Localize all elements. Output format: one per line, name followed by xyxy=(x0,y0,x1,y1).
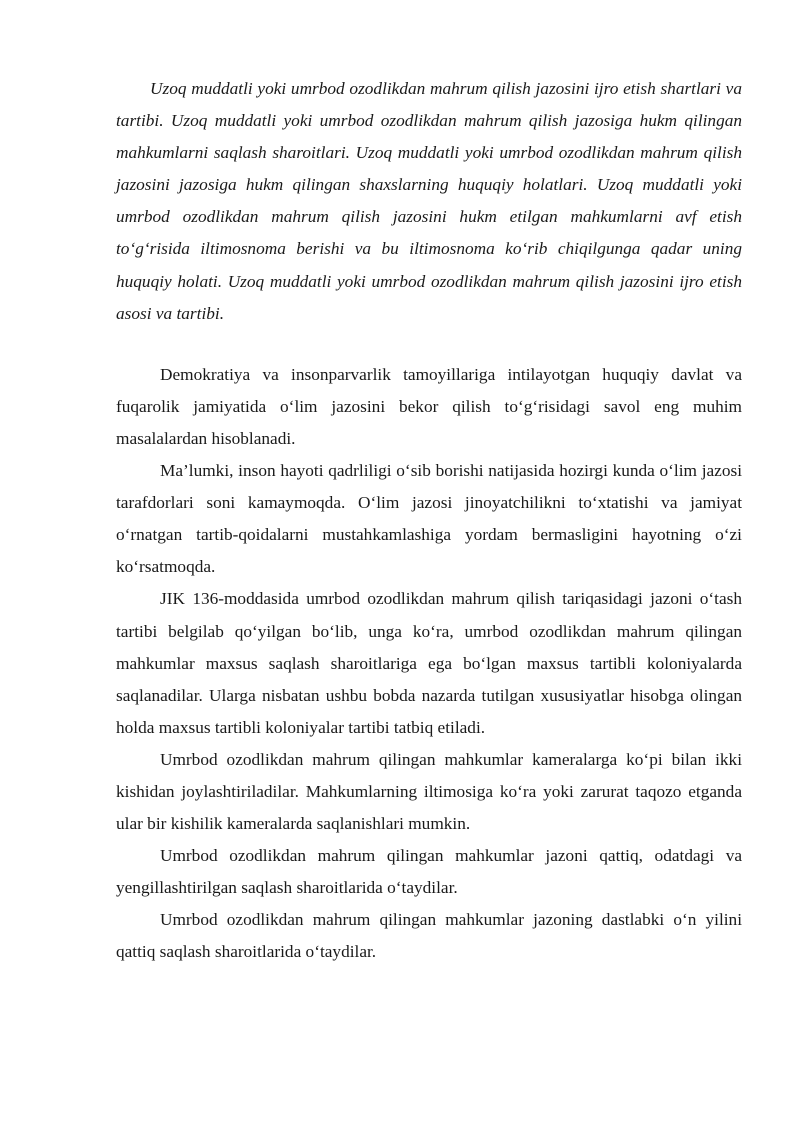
topic-summary: Uzoq muddatli yoki umrbod ozodlikdan mahrum qilish jazosini ijro etish shartlari va tartibi. Uzoq muddatli yoki umrbod ozodlikdan mahrum qilish jazosiga hukm qilingan mahkumlarni saqlash sharoitlari. Uzoq muddatli yoki umrbod ozodlikdan mahrum qilish jazosini jazosiga hukm qilingan shaxslarning huquqiy holatlari. Uzoq muddatli yoki umrbod ozodlikdan mahrum qilish jazosini hukm etilgan mahkumlarni avf etish to‘g‘risida iltimosnoma berishi va bu iltimosnoma ko‘rib chiqilgunga qadar uning huquqiy holati. Uzoq muddatli yoki umrbod ozodlikdan mahrum qilish jazosini ijro etish asosi va tartibi. xyxy=(116,79,742,323)
document-body xyxy=(116,73,742,969)
paragraph: Demokratiya va insonparvarlik tamoyillariga intilayotgan huquqiy davlat va fuqarolik jamiyatida o‘lim jazosini bekor qilish to‘g‘risidagi savol eng muhim masalalardan hisoblanadi. xyxy=(116,364,742,448)
paragraph: Umrbod ozodlikdan mahrum qilingan mahkumlar jazoni qattiq, odatdagi va yengillashtirilgan saqlash sharoitlarida o‘taydilar. xyxy=(116,846,742,898)
paragraph: Umrbod ozodlikdan mahrum qilingan mahkumlar kameralarga ko‘pi bilan ikki kishidan joylashtiriladilar. Mahkumlarning iltimosiga ko‘ra yoki zarurat taqozo etganda ular bir kishilik kameralarda saqlanishlari mumkin. xyxy=(116,749,742,834)
paragraph: Ma’lumki, inson hayoti qadrliligi o‘sib borishi natijasida hozirgi kunda o‘lim jazosi tarafdorlari soni kamaymoqda. O‘lim jazosi jinoyatchilikni to‘xtatishi va jamiyat o‘rnatgan tartib-qoidalarni mustahkamlashiga yordam bermasligini hayotning o‘zi ko‘rsatmoqda. xyxy=(116,461,742,577)
paragraph: JIK 136-moddasida umrbod ozodlikdan mahrum qilish tariqasidagi jazoni o‘tash tartibi belgilab qo‘yilgan bo‘lib, unga ko‘ra, umrbod ozodlikdan mahrum qilingan mahkumlar maxsus saqlash sharoitlariga ega bo‘lgan maxsus tartibli koloniyalarda saqlanadilar. Ularga nisbatan ushbu bobda nazarda tutilgan xususiyatlar hisobga olingan holda maxsus tartibli koloniyalar tartibi tatbiq etiladi. xyxy=(116,589,742,737)
paragraph: Umrbod ozodlikdan mahrum qilingan mahkumlar jazoning dastlabki o‘n yilini qattiq saqlash sharoitlarida o‘taydilar. xyxy=(116,910,742,962)
